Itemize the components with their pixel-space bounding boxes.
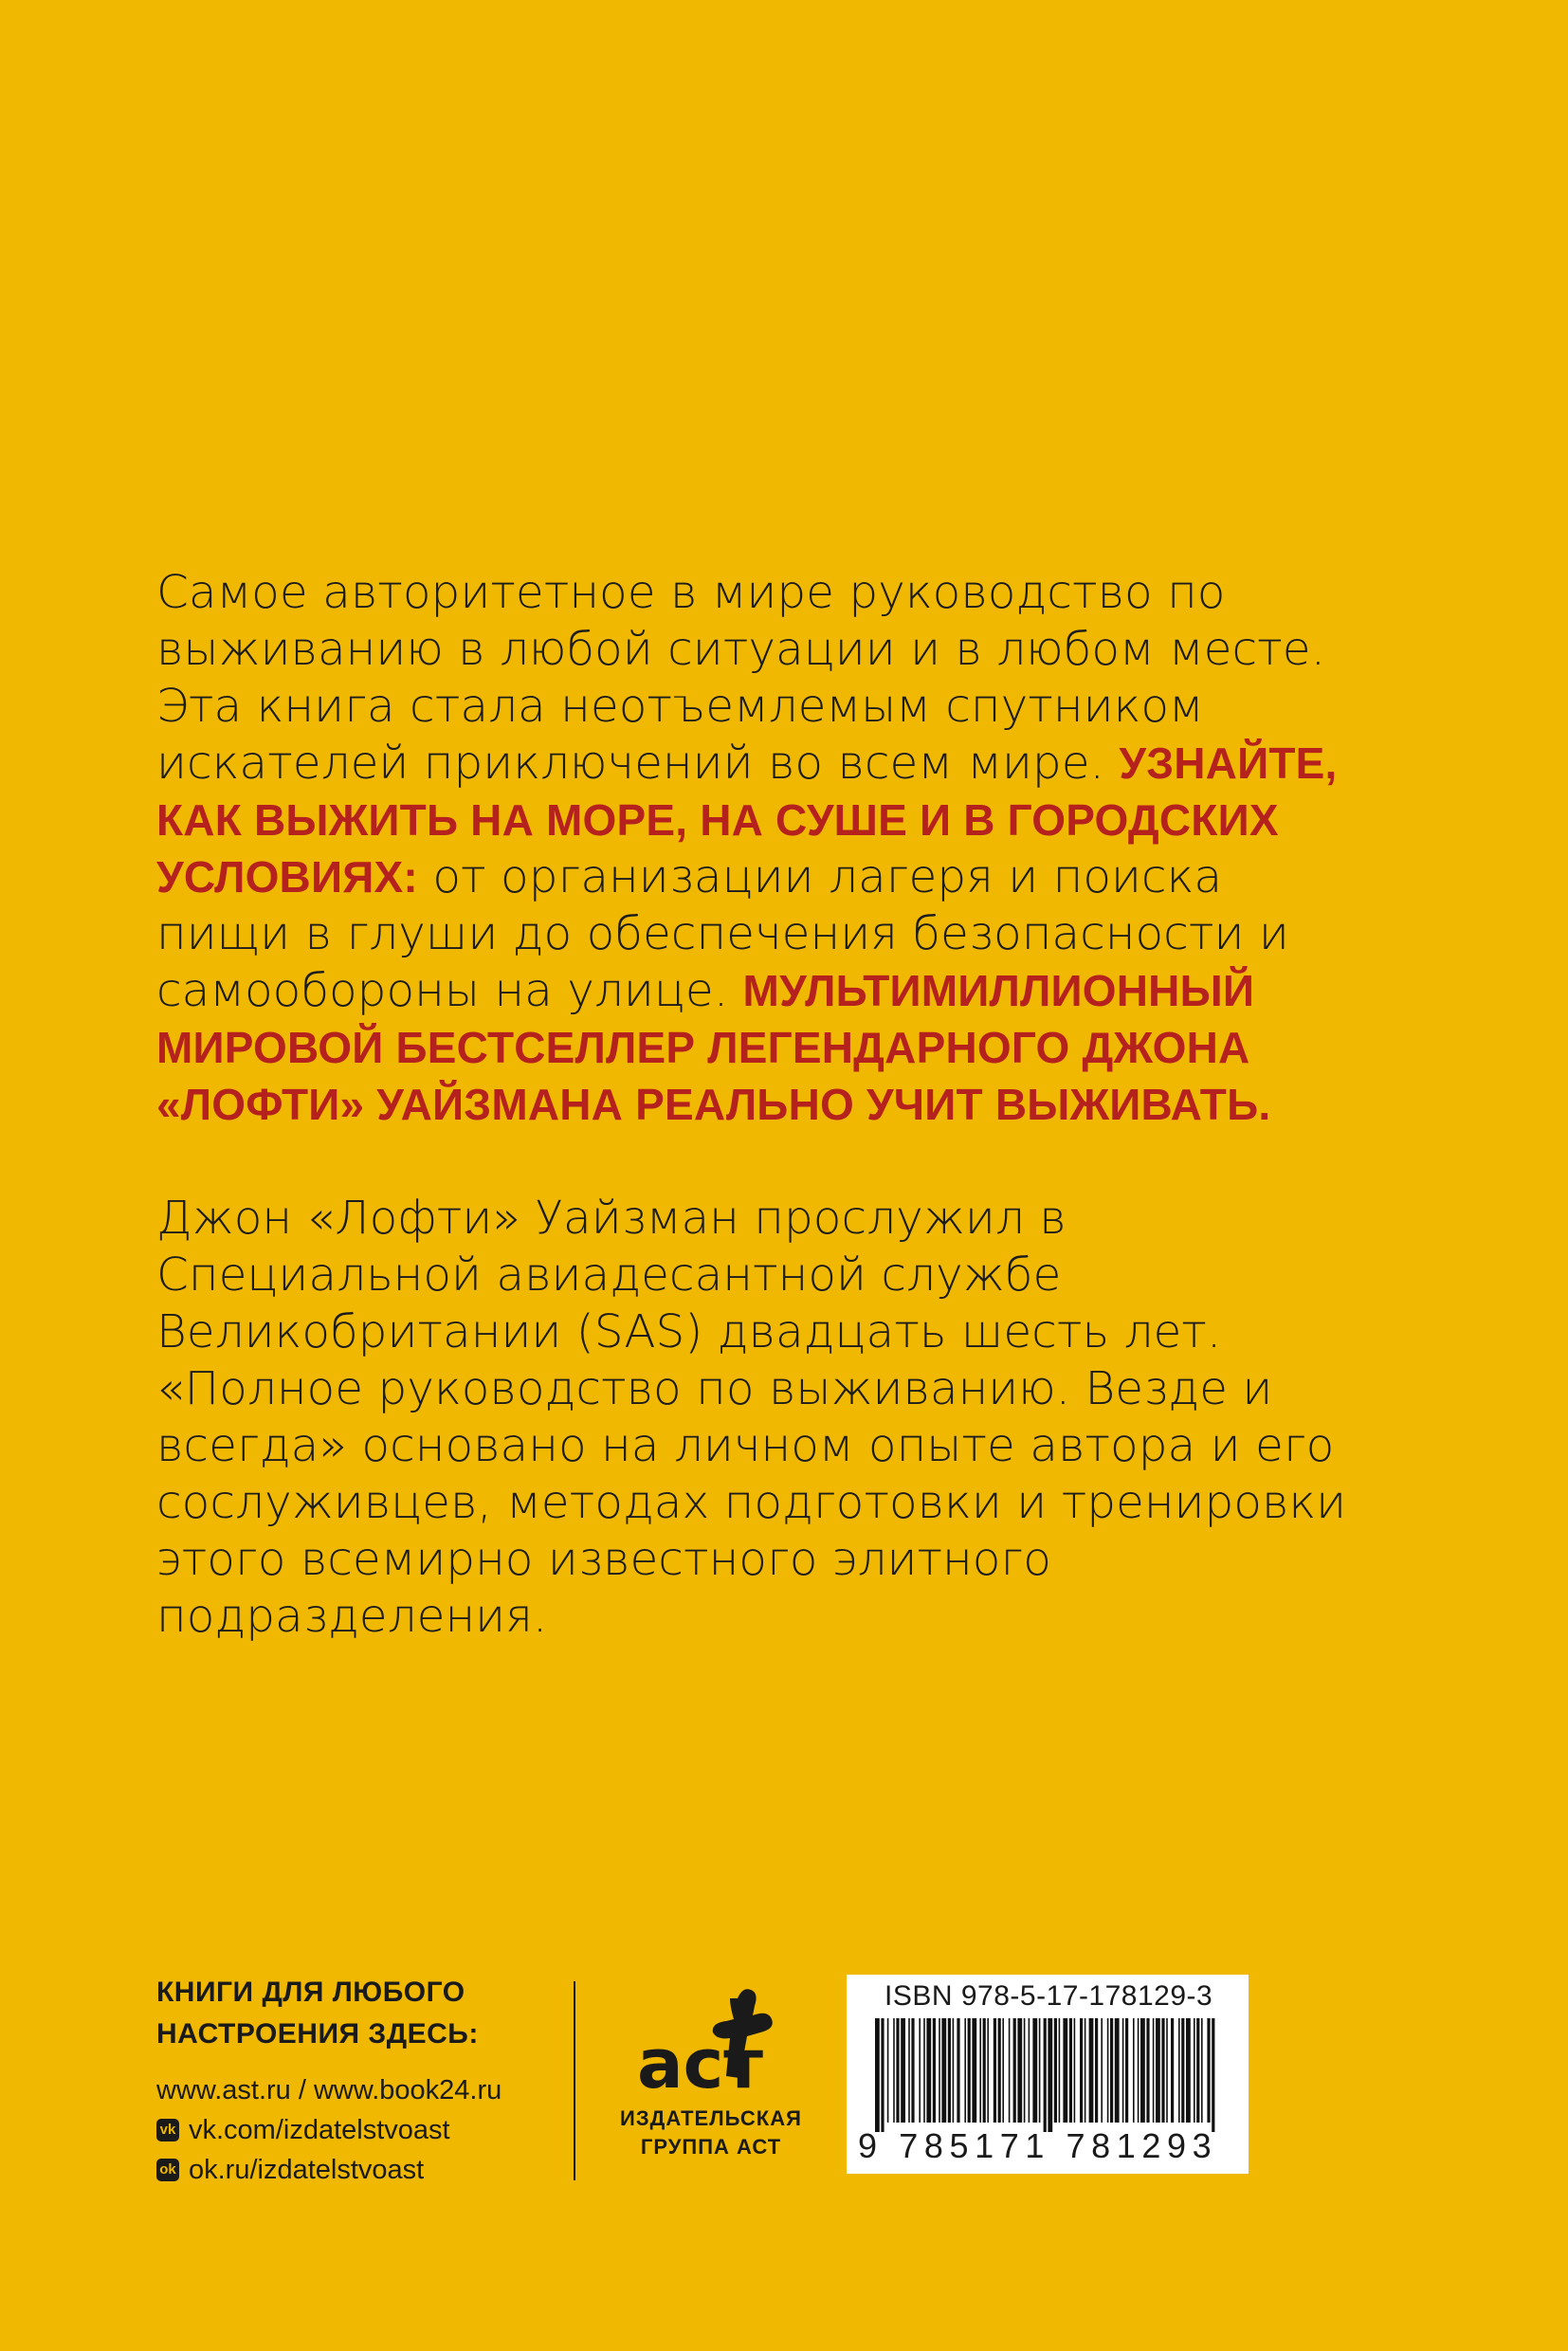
- barcode-bar: [939, 2018, 940, 2123]
- barcode-bar: [968, 2018, 971, 2123]
- barcode-bar: [1048, 2018, 1052, 2132]
- vk-link[interactable]: [156, 2110, 555, 2150]
- barcode-bar: [1095, 2018, 1098, 2123]
- barcode-bar: [1207, 2018, 1210, 2123]
- barcode-bar: [1002, 2018, 1004, 2123]
- publisher-name: [607, 2105, 815, 2161]
- barcode-bar: [957, 2018, 959, 2123]
- barcode-bar: [896, 2018, 899, 2123]
- barcode-bar: [1039, 2018, 1041, 2123]
- barcode-bar: [1140, 2018, 1145, 2123]
- promo-block: [156, 1972, 555, 2190]
- barcode-bar: [1101, 2018, 1103, 2123]
- blurb-intro: Самое авторитетное в мире руководство по выживанию в любой ситуации и в любом месте. Эта книга стала неотъемлемым спутником искателей приключений во всем мире.: [156, 566, 1325, 790]
- barcode-bar: [1085, 2018, 1086, 2123]
- barcode-bar: [1181, 2018, 1184, 2123]
- barcode-bar: [933, 2018, 936, 2123]
- barcode-bar: [1107, 2018, 1109, 2123]
- vk-icon: vk: [156, 2119, 179, 2141]
- barcode-bar: [1178, 2018, 1180, 2123]
- barcode-bar: [1201, 2018, 1203, 2123]
- barcode-bar: [1029, 2018, 1030, 2123]
- barcode-bar: [1115, 2018, 1120, 2123]
- promo-title-line-1: КНИГИ ДЛЯ ЛЮБОГО: [156, 1977, 465, 2008]
- promo-title-line-2: НАСТРОЕНИЯ ЗДЕСЬ:: [156, 2018, 479, 2050]
- barcode-bar: [979, 2018, 981, 2123]
- barcode-bars: [875, 2018, 1226, 2132]
- publisher-line-1: ИЗДАТЕЛЬСКАЯ: [620, 2106, 802, 2130]
- barcode-bar: [1024, 2018, 1026, 2123]
- barcode-bar: [887, 2018, 889, 2123]
- barcode-bar: [1013, 2018, 1016, 2123]
- promo-title: [156, 1972, 555, 2055]
- barcode-bar: [1194, 2018, 1195, 2123]
- barcode-bar: [881, 2018, 884, 2132]
- barcode-bar: [948, 2018, 951, 2123]
- barcode-bar: [1074, 2018, 1076, 2123]
- barcode-bar: [908, 2018, 910, 2123]
- barcode-digits: 9 785171 781293: [858, 2126, 1218, 2165]
- barcode-bar: [875, 2018, 880, 2132]
- barcode-bar: [1110, 2018, 1113, 2123]
- ok-link[interactable]: [156, 2150, 555, 2190]
- barcode-bar: [987, 2018, 989, 2123]
- barcode-bar: [911, 2018, 914, 2123]
- barcode-bar: [964, 2018, 966, 2123]
- blurb-paragraph-2: Джон «Лофти» Уайзман прослужил в Специальной авиадесантной службе Великобритании (SAS) двадцать шесть лет. «Полное руководство по выживанию. Везде и всегда» основано на личном опыте автора и его сослуживцев, методах подготовки и тренировки этого всемирно известного элитного подразделения.: [156, 1192, 1347, 1643]
- ok-link-text: ok.ru/izdatelstvoast: [189, 2155, 425, 2185]
- barcode-bar: [1032, 2018, 1037, 2123]
- barcode-bar: [1212, 2018, 1214, 2132]
- barcode-bar: [1059, 2018, 1061, 2123]
- blurb-paragraph-1: [156, 564, 1351, 1133]
- barcode-bar: [1009, 2018, 1011, 2123]
- barcode-bar: [1122, 2018, 1124, 2123]
- barcode-bar: [1017, 2018, 1022, 2123]
- barcode-bar: [994, 2018, 996, 2123]
- barcode-bar: [926, 2018, 931, 2123]
- barcode-bar: [1089, 2018, 1094, 2123]
- barcode-bar: [1146, 2018, 1149, 2123]
- barcode-bar: [1125, 2018, 1128, 2123]
- back-cover-footer: [0, 1972, 1568, 2199]
- barcode-bar: [1153, 2018, 1155, 2123]
- barcode-bar: [923, 2018, 925, 2123]
- barcode-bar: [893, 2018, 895, 2123]
- barcode-bar: [1069, 2018, 1072, 2123]
- barcode-bar: [972, 2018, 976, 2123]
- barcode-bar: [953, 2018, 955, 2123]
- isbn-barcode: [847, 1975, 1249, 2174]
- barcode-bar: [1196, 2018, 1199, 2123]
- barcode-bar: [1171, 2018, 1174, 2123]
- barcode-bar: [919, 2018, 921, 2123]
- barcode-bar: [1166, 2018, 1168, 2123]
- barcode-bar: [1138, 2018, 1140, 2123]
- barcode-bar: [983, 2018, 986, 2123]
- blurb-highlight-1: УЗНАЙТЕ, КАК ВЫЖИТЬ НА МОРЕ, НА СУШЕ И В ГОРОДСКИХ УСЛОВИЯХ:: [156, 738, 1338, 902]
- back-cover-blurb: [156, 564, 1351, 1645]
- footer-divider: [574, 1981, 575, 2180]
- logo-text: аст: [637, 2024, 763, 2104]
- website-links[interactable]: www.ast.ru / www.book24.ru: [156, 2075, 502, 2105]
- blurb-body: от организации лагеря и поиска пищи в глуши до обеспечения безопасности и самообороны на улице.: [156, 850, 1289, 1017]
- isbn-label: ISBN 978-5-17-178129-3: [884, 1980, 1213, 2012]
- barcode-bar: [1063, 2018, 1067, 2123]
- barcode-bar: [1156, 2018, 1160, 2123]
- vk-link-text: vk.com/izdatelstvoast: [189, 2115, 450, 2145]
- publisher-line-2: ГРУППА АСТ: [640, 2135, 782, 2159]
- barcode-bar: [1054, 2018, 1057, 2123]
- barcode-bar: [1161, 2018, 1164, 2123]
- odnoklassniki-icon: ok: [156, 2159, 179, 2181]
- blurb-highlight-2: МУЛЬТИМИЛЛИОННЫЙ МИРОВОЙ БЕСТСЕЛЛЕР ЛЕГЕНДАРНОГО ДЖОНА «ЛОФТИ» УАЙЗМАНА РЕАЛЬНО УЧИТ ВЫЖИВАТЬ.: [156, 966, 1271, 1129]
- barcode-bar: [941, 2018, 946, 2123]
- barcode-bar: [998, 2018, 1001, 2123]
- barcode-bar: [1186, 2018, 1191, 2123]
- barcode-bar: [901, 2018, 905, 2123]
- publisher-logo: [607, 1981, 815, 2161]
- barcode-bar: [1133, 2018, 1135, 2123]
- ast-logo-icon: [626, 1981, 796, 2105]
- barcode-bar: [1080, 2018, 1083, 2123]
- barcode-bar: [1044, 2018, 1047, 2132]
